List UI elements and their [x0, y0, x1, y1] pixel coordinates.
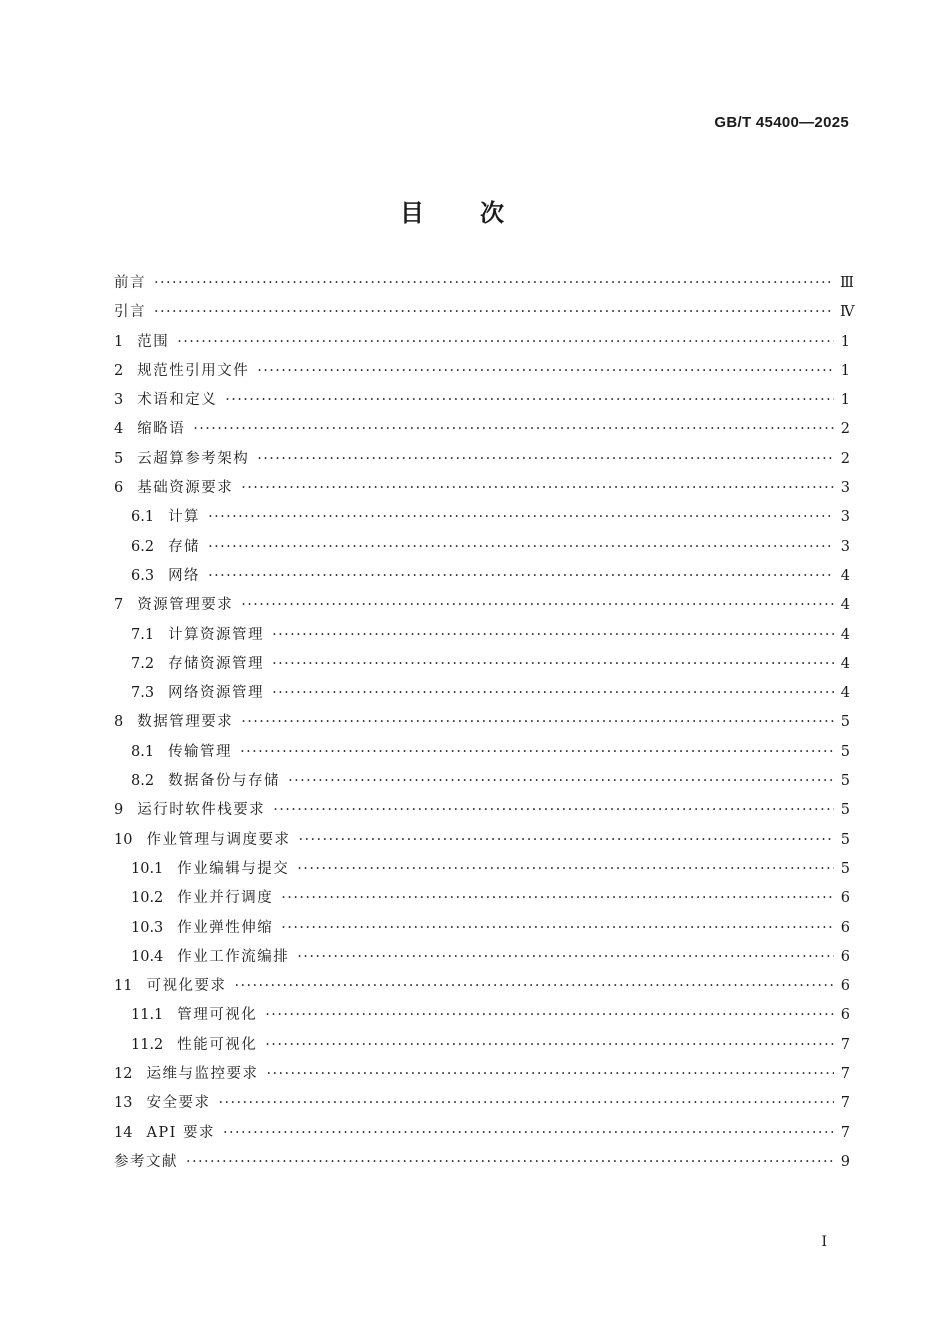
- toc-entry-number: 6.3: [131, 567, 155, 584]
- toc-entry-number: 11.1: [131, 1007, 164, 1024]
- toc-entry-title: 参考文献: [114, 1153, 178, 1170]
- toc-entry-number: 7.3: [131, 685, 155, 702]
- dot-leader: [281, 914, 834, 943]
- dot-leader: [266, 1060, 834, 1089]
- toc-entry-title: API 要求: [146, 1124, 216, 1141]
- dot-leader: [154, 269, 834, 298]
- toc-entry[interactable]: [114, 1060, 850, 1089]
- dot-leader: [288, 767, 834, 796]
- toc-entry-number: 10.2: [131, 890, 164, 907]
- toc-entry-title: 范围: [137, 333, 170, 350]
- dot-leader: [234, 972, 834, 1001]
- toc-entry-title: 运行时软件栈要求: [137, 802, 266, 819]
- toc-entry[interactable]: [114, 445, 850, 474]
- toc-entry[interactable]: [114, 914, 850, 943]
- toc-entry-number: 7: [114, 597, 124, 614]
- toc-entry-number: 2: [114, 362, 124, 379]
- toc-entry-page: 6: [840, 919, 850, 936]
- toc-entry-title: 存储: [168, 538, 201, 555]
- toc-entry-page: 4: [840, 626, 850, 643]
- dot-leader: [154, 298, 834, 327]
- toc-entry-number: 10.1: [131, 860, 164, 877]
- toc-entry[interactable]: [114, 357, 850, 386]
- dot-leader: [297, 943, 834, 972]
- dot-leader: [186, 1148, 834, 1177]
- toc-entry-number: 6: [114, 480, 124, 497]
- toc-entry-title: 作业工作流编排: [177, 948, 290, 965]
- toc-entry-page: 7: [840, 1066, 850, 1083]
- dot-leader: [241, 474, 834, 503]
- toc-entry-number: 9: [114, 802, 124, 819]
- toc-entry[interactable]: [114, 1119, 850, 1148]
- toc-entry-page: 4: [840, 685, 850, 702]
- toc-entry[interactable]: [114, 855, 850, 884]
- toc-entry-title: 数据备份与存储: [168, 773, 281, 790]
- dot-leader: [208, 503, 834, 532]
- toc-entry-title: 缩略语: [137, 421, 186, 438]
- toc-entry-title: 作业编辑与提交: [177, 860, 290, 877]
- toc-entry-page: 2: [840, 421, 850, 438]
- toc-entry-title: 传输管理: [168, 743, 233, 760]
- toc-entry-page: 2: [840, 450, 850, 467]
- toc-entry-page: 3: [840, 480, 850, 497]
- toc-entry[interactable]: [114, 972, 850, 1001]
- dot-leader: [225, 386, 834, 415]
- toc-entry-number: 12: [114, 1066, 133, 1083]
- toc-entry-number: 3: [114, 392, 124, 409]
- toc-entry-page: 5: [840, 802, 850, 819]
- dot-leader: [272, 679, 834, 708]
- toc-entry-page: 5: [840, 714, 850, 731]
- toc-entry-page: 3: [840, 538, 850, 555]
- toc-entry-title: 作业并行调度: [177, 890, 274, 907]
- toc-entry-page: 6: [840, 978, 850, 995]
- toc-entry-number: 14: [114, 1124, 133, 1141]
- toc-entry-page: 3: [840, 509, 850, 526]
- toc-entry-title: 网络: [168, 567, 201, 584]
- toc-entry-title: 可视化要求: [146, 978, 227, 995]
- toc-entry-number: 10.4: [131, 948, 164, 965]
- toc-entry-page: 6: [840, 948, 850, 965]
- toc-entry-title: 安全要求: [146, 1095, 211, 1112]
- toc-entry-page: 5: [840, 773, 850, 790]
- toc-entry-number: 1: [114, 333, 124, 350]
- page-number: I: [821, 1234, 827, 1250]
- toc-entry-title: 作业管理与调度要求: [146, 831, 291, 848]
- toc-entry-page: 5: [840, 743, 850, 760]
- table-of-contents: [114, 269, 855, 1177]
- dot-leader: [272, 621, 834, 650]
- toc-entry[interactable]: [114, 591, 850, 620]
- toc-entry-title: 网络资源管理: [168, 685, 265, 702]
- toc-entry-page: Ⅳ: [840, 304, 855, 321]
- toc-entry-title: 前言: [114, 275, 146, 291]
- toc-entry-page: 7: [840, 1095, 850, 1112]
- toc-entry-page: 1: [840, 333, 850, 350]
- toc-entry[interactable]: [114, 679, 850, 708]
- dot-leader: [298, 826, 834, 855]
- toc-entry-page: 1: [840, 362, 850, 379]
- toc-entry[interactable]: [114, 1031, 850, 1060]
- toc-entry-number: 8: [114, 714, 124, 731]
- toc-entry[interactable]: [114, 1001, 850, 1030]
- toc-entry-title: 数据管理要求: [137, 714, 234, 731]
- toc-entry-number: 11.2: [131, 1036, 164, 1053]
- toc-entry[interactable]: [114, 650, 850, 679]
- toc-entry-number: 13: [114, 1095, 133, 1112]
- toc-entry-title: 基础资源要求: [137, 480, 234, 497]
- toc-entry-title: 资源管理要求: [137, 597, 234, 614]
- page-title: 目次: [400, 199, 560, 227]
- dot-leader: [265, 1001, 834, 1030]
- toc-entry-title: 计算资源管理: [168, 626, 265, 643]
- toc-entry-number: 8.2: [131, 773, 155, 790]
- toc-entry[interactable]: [114, 621, 850, 650]
- toc-entry-page: 7: [840, 1036, 850, 1053]
- toc-entry[interactable]: [114, 1089, 850, 1118]
- dot-leader: [273, 796, 834, 825]
- toc-entry[interactable]: [114, 1148, 850, 1177]
- toc-entry[interactable]: [114, 474, 850, 503]
- toc-entry[interactable]: [114, 328, 850, 357]
- toc-entry-title: 存储资源管理: [168, 655, 265, 672]
- toc-entry-number: 4: [114, 421, 124, 438]
- toc-entry-page: 4: [840, 597, 850, 614]
- toc-entry-page: 6: [840, 1007, 850, 1024]
- dot-leader: [193, 415, 834, 444]
- toc-entry[interactable]: [114, 298, 855, 327]
- toc-entry[interactable]: [114, 533, 850, 562]
- dot-leader: [272, 650, 834, 679]
- dot-leader: [281, 884, 834, 913]
- toc-entry-number: 10.3: [131, 919, 164, 936]
- toc-entry-number: 6.2: [131, 538, 155, 555]
- standard-code: GB/T 45400—2025: [714, 114, 849, 131]
- toc-entry[interactable]: [114, 943, 850, 972]
- dot-leader: [223, 1119, 834, 1148]
- dot-leader: [208, 533, 834, 562]
- toc-entry-title: 运维与监控要求: [146, 1066, 259, 1083]
- dot-leader: [241, 591, 834, 620]
- dot-leader: [265, 1031, 834, 1060]
- toc-entry-title: 引言: [114, 304, 146, 321]
- dot-leader: [257, 445, 834, 474]
- toc-entry-page: 6: [840, 890, 850, 907]
- toc-entry-page: 9: [840, 1153, 850, 1170]
- toc-entry-page: 5: [840, 860, 850, 877]
- toc-entry-title: 计算: [168, 509, 201, 526]
- dot-leader: [218, 1089, 834, 1118]
- toc-entry[interactable]: [114, 708, 850, 737]
- toc-entry-number: 11: [114, 978, 133, 995]
- toc-entry[interactable]: [114, 415, 850, 444]
- dot-leader: [257, 357, 834, 386]
- toc-entry-title: 规范性引用文件: [137, 362, 250, 379]
- toc-entry[interactable]: [114, 503, 850, 532]
- toc-entry-number: 5: [114, 450, 124, 467]
- toc-entry-title: 性能可视化: [177, 1036, 258, 1053]
- toc-entry[interactable]: [114, 386, 850, 415]
- toc-entry-page: 5: [840, 831, 850, 848]
- dot-leader: [208, 562, 834, 591]
- toc-entry-number: 7.1: [131, 626, 155, 643]
- toc-entry-title: 管理可视化: [177, 1007, 258, 1024]
- toc-entry-title: 云超算参考架构: [137, 450, 250, 467]
- toc-entry-number: 10: [114, 831, 133, 848]
- toc-entry-number: 7.2: [131, 655, 155, 672]
- toc-entry[interactable]: [114, 269, 854, 298]
- toc-entry[interactable]: [114, 796, 850, 825]
- toc-entry[interactable]: [114, 884, 850, 913]
- toc-entry-page: 4: [840, 655, 850, 672]
- dot-leader: [240, 738, 834, 767]
- toc-entry-page: 4: [840, 567, 850, 584]
- toc-entry-number: 8.1: [131, 743, 155, 760]
- toc-entry-title: 作业弹性伸缩: [177, 919, 274, 936]
- toc-entry-page: 7: [840, 1124, 850, 1141]
- toc-entry[interactable]: [114, 826, 850, 855]
- toc-entry-page: Ⅲ: [840, 275, 854, 291]
- toc-entry[interactable]: [114, 738, 850, 767]
- dot-leader: [297, 855, 834, 884]
- dot-leader: [241, 708, 834, 737]
- dot-leader: [177, 328, 834, 357]
- toc-entry[interactable]: [114, 562, 850, 591]
- toc-entry-title: 术语和定义: [137, 392, 218, 409]
- toc-entry-page: 1: [840, 392, 850, 409]
- toc-entry[interactable]: [114, 767, 850, 796]
- toc-entry-number: 6.1: [131, 509, 155, 526]
